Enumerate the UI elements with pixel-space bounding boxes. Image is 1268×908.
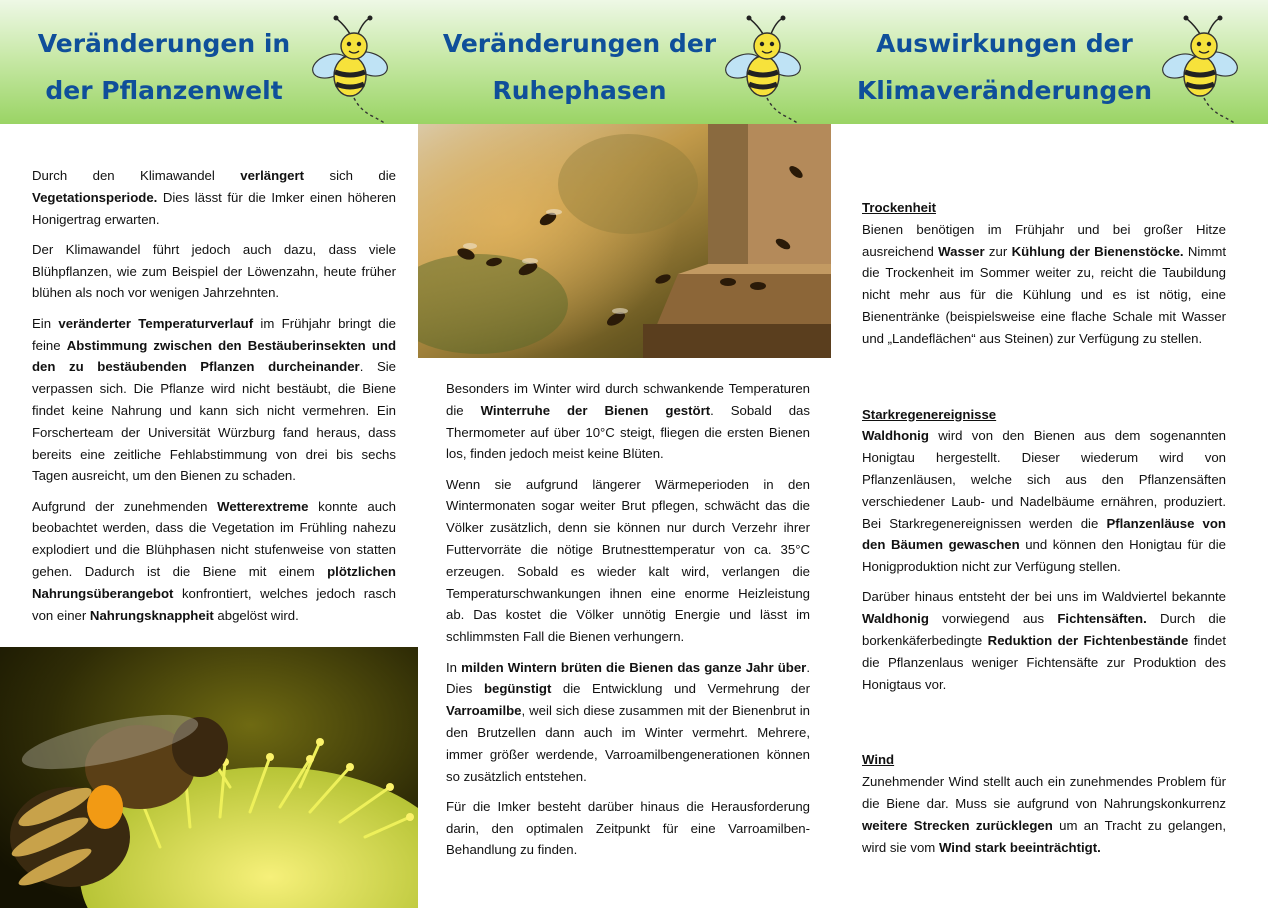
- bold-text: verlängert: [240, 168, 305, 183]
- paragraph: [446, 378, 810, 465]
- panel-body: [446, 378, 810, 870]
- paragraph: [32, 496, 396, 627]
- text-run: Bienen benötigen im Frühjahr und bei großer Hitze ausreichend: [862, 221, 1226, 259]
- paragraph: [446, 796, 810, 861]
- panel-body: [32, 165, 396, 635]
- panel-header: [831, 0, 1268, 124]
- bold-text: veränderter Temperaturverlauf: [58, 315, 254, 331]
- text-run: Für die Imker besteht darüber hinaus die Herausforderung darin, den optimalen Zeitpunkt für eine Varroamilben-Behandlung zu finden.: [446, 798, 810, 858]
- bold-text: Reduktion der Fichtenbestände: [987, 633, 1189, 649]
- panel-header: [0, 0, 418, 124]
- text-run: Dies lässt für die Imker einen höheren Honigertrag erwarten.: [32, 189, 396, 227]
- bold-text: Wind stark beeinträchtigt.: [938, 839, 1101, 855]
- text-run: . Sie verpassen sich. Die Pflanze wird nicht bestäubt, die Biene findet keine Nahrung und kann sich nicht vermehren. Ein Forscherteam der Universität Würzburg fand heraus, dass bereits eine zeitliche Fehlabstimmung von drei bis sechs Tagen ausreicht, um den Bienen zu schaden.: [32, 359, 397, 484]
- text-run: Durch den Klimawandel: [32, 168, 241, 183]
- paragraph: [32, 165, 396, 230]
- bold-text: Fichtensäften.: [1057, 611, 1147, 627]
- text-run: wird von den Bienen aus dem sogenannten Honigtau hergestellt. Dieser wiederum wird von Pflanzenläusen, welche sich aus den Pflanzensäften verschiedener Laub- und Nadelbäume ernähren, produziert. Bei Starkregenereignissen werden die: [862, 428, 1226, 531]
- paragraph: [32, 239, 396, 304]
- text-run: . Dies: [446, 659, 810, 697]
- text-run: vorwiegend aus: [928, 611, 1058, 627]
- text-run: findet die Pflanzenlaus weniger Fichtensäfte zur Produktion des Honigtaus vor.: [862, 633, 1226, 692]
- panel-body: [862, 197, 1226, 872]
- panel-header: [418, 0, 831, 124]
- text-run: im Frühjahr bringt die feine: [32, 315, 396, 353]
- bold-text: Winterruhe der Bienen gestört: [480, 402, 711, 418]
- text-run: Durch die borkenkäferbedingte: [862, 611, 1227, 649]
- paragraph: [862, 425, 1226, 578]
- beehive-bees-flying-photo: [418, 124, 831, 358]
- text-run: . Sobald das Thermometer auf über 10°C steigt, fliegen die ersten Bienen los, finden jedoch meist keine Blüten.: [446, 402, 810, 462]
- bee-icon: [1160, 14, 1240, 126]
- text-run: konnte auch beobachtet werden, dass die Vegetation im Frühling nahezu explodiert und die Blühphasen nicht stufenweise von statten gehen. Dadurch ist die Biene mit einem: [32, 498, 396, 580]
- bold-text: Waldhonig: [862, 428, 929, 444]
- section-heading: Trockenheit: [862, 200, 937, 215]
- text-run: Darüber hinaus entsteht der bei uns im Waldviertel bekannte: [862, 589, 1226, 605]
- section-heading: Starkregenereignisse: [862, 406, 997, 422]
- text-run: konfrontiert, welches jedoch rasch von einer: [32, 585, 396, 623]
- title-line-1: Veränderungen in: [37, 29, 291, 58]
- text-run: Aufgrund der zunehmenden: [32, 498, 218, 514]
- bee-icon: [723, 14, 803, 126]
- bold-text: Wasser: [938, 243, 985, 259]
- section-text: [862, 425, 1226, 695]
- section-heading: Wind: [862, 752, 895, 768]
- section-text: [862, 219, 1226, 350]
- text-run: sich die: [304, 168, 396, 183]
- section-wind: [862, 749, 1226, 858]
- bold-text: weitere Strecken zurücklegen: [862, 817, 1053, 833]
- bold-text: Kühlung der Bienenstöcke.: [1011, 243, 1184, 259]
- paragraph: [862, 586, 1226, 695]
- panel-climate-effects: [831, 0, 1268, 908]
- text-run: Nimmt die Trockenheit im Sommer weiter zu, reicht die Taubildung nicht mehr aus für die Kühlung und es ist nötig, eine Bienentränke (beispielsweise eine flache Schale mit Wasser und „Landeflächen“ aus Steinen) zur Verfügung zu stellen.: [862, 243, 1226, 346]
- bee-icon: [310, 14, 390, 126]
- text-run: In: [446, 659, 462, 675]
- panel-plant-world: [0, 0, 418, 908]
- text-run: Wenn sie aufgrund längerer Wärmeperioden in den Wintermonaten sogar weiter Brut pflegen, schwächt das die Völker zusätzlich, denn sie können nur durch Verzehr ihrer Futtervorräte die nötige Brutnesttemperatur von ca. 35°C erzeugen. Sobald es wieder kalt wird, verlangen die Temperaturschwankungen ihnen eine enorme Heizleistung ab. Das kostet die Völker unnötig Energie und lässt im schlimmsten Fall die Bienen verhungern.: [446, 476, 810, 645]
- text-run: Besonders im Winter wird durch schwankende Temperaturen die: [446, 381, 810, 418]
- bold-text: Varroamilbe: [446, 703, 522, 719]
- text-run: und können den Honigtau für die Honigproduktion nicht zur Verfügung stellen.: [862, 537, 1226, 575]
- title-line-1: Veränderungen der: [442, 29, 717, 58]
- text-run: , weil sich diese zusammen mit der Bienenbrut in den Brutzellen dann auch im Winter vermehrt. Mehrere, immer größer werdende, Varroamilbengenerationen können so zusätzlich entstehen.: [446, 703, 810, 784]
- text-run: Ein: [32, 315, 59, 331]
- bold-text: Vegetationsperiode.: [32, 189, 158, 205]
- bold-text: Nahrungsknappheit: [89, 607, 214, 623]
- paragraph: [32, 313, 396, 487]
- text-run: Der Klimawandel führt jedoch auch dazu, dass viele Blühpflanzen, wie zum Beispiel der Löwenzahn, heute früher blühen als noch vor wenigen Jahrzehnten.: [32, 241, 396, 301]
- panel-title: [851, 20, 1158, 114]
- panel-title: [20, 20, 308, 114]
- bold-text: begünstigt: [483, 681, 552, 697]
- title-line-2: Ruhephasen: [492, 76, 667, 105]
- section-text: [862, 771, 1226, 858]
- text-run: die Entwicklung und Vermehrung der: [551, 681, 810, 697]
- title-line-1: Auswirkungen der: [876, 29, 1133, 58]
- text-run: Zunehmender Wind stellt auch ein zunehmendes Problem für die Biene dar. Muss sie aufgrund von Nahrungskonkurrenz: [862, 774, 1226, 812]
- text-run: um an Tracht zu gelangen, wird sie vom: [862, 817, 1226, 855]
- text-run: abgelöst wird.: [213, 607, 299, 623]
- panel-title: [438, 20, 721, 114]
- paragraph: [446, 474, 810, 648]
- text-run: zur: [984, 243, 1012, 259]
- section-drought: [862, 197, 1226, 350]
- paragraph: [862, 771, 1226, 858]
- bold-text: Abstimmung zwischen den Bestäuberinsekten und den zu bestäubenden Pflanzen durcheinander: [32, 337, 397, 375]
- title-line-2: der Pflanzenwelt: [45, 76, 283, 105]
- bold-text: Waldhonig: [862, 611, 929, 627]
- paragraph: [446, 657, 810, 788]
- bee-on-willow-catkin-photo: [0, 647, 418, 908]
- panel-rest-phases: [418, 0, 831, 908]
- bold-text: milden Wintern brüten die Bienen das ganze Jahr über: [461, 659, 807, 675]
- title-line-2: Klimaveränderungen: [856, 76, 1153, 105]
- bold-text: plötzlichen Nahrungsüberangebot: [32, 564, 396, 601]
- bold-text: Wetterextreme: [217, 498, 309, 514]
- paragraph: [862, 219, 1226, 350]
- bold-text: Pflanzenläuse von den Bäumen gewaschen: [862, 515, 1226, 553]
- section-heavy-rain: [862, 404, 1226, 696]
